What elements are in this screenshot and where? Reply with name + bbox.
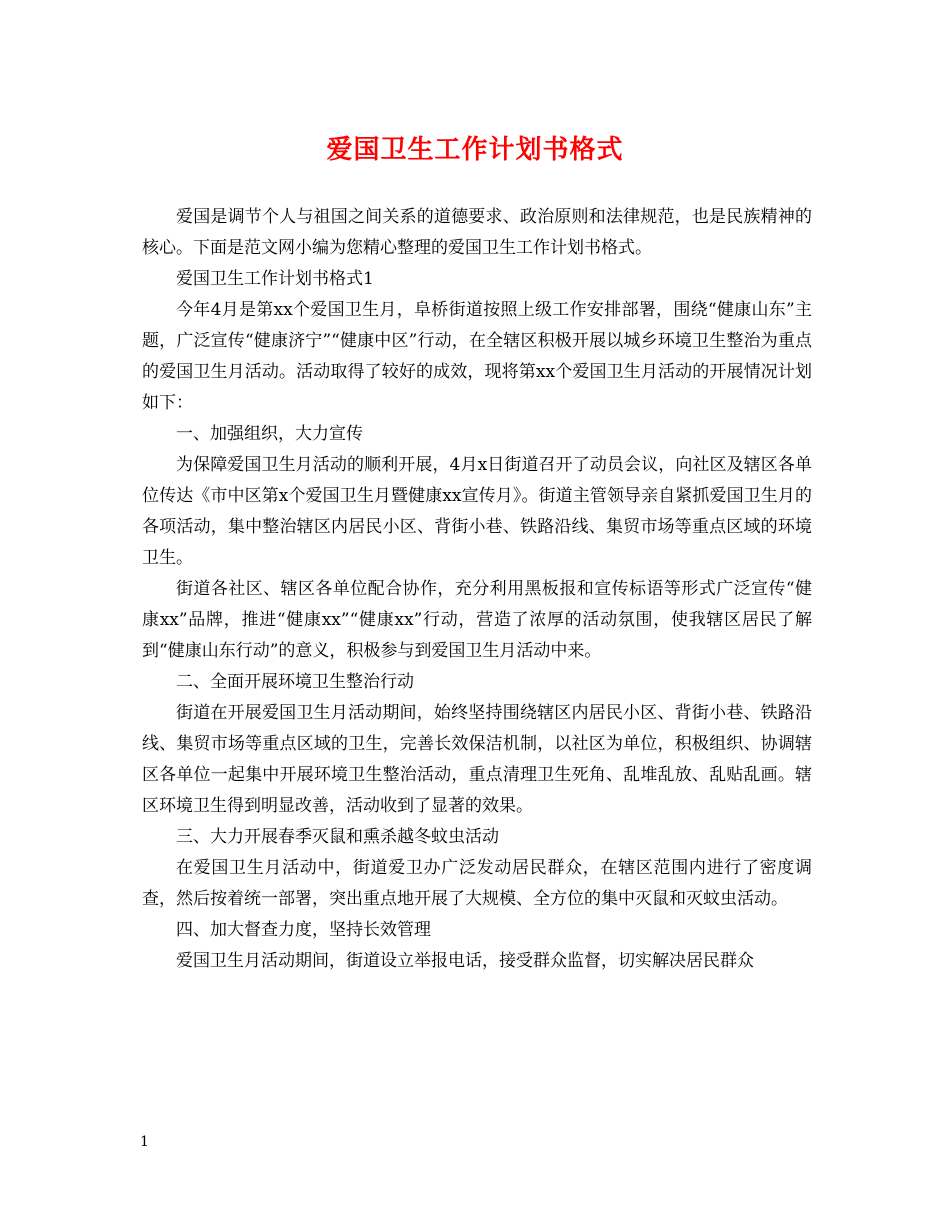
section-1-paragraph-1: 为保障爱国卫生月活动的顺利开展，4月x日街道召开了动员会议，向社区及辖区各单位传达《市中区第x个爱国卫生月暨健康xx宣传月》。街道主管领导亲自紧抓爱国卫生月的各项活动，集中整治辖区内居民小区、背街小巷、铁路沿线、集贸市场等重点区域的环境卫生。 <box>142 455 812 568</box>
document-title: 爱国卫生工作计划书格式 <box>326 135 624 165</box>
document-body <box>142 202 812 977</box>
section-heading-3: 三、大力开展春季灭鼠和熏杀越冬蚊虫活动 <box>176 827 499 847</box>
section-heading-plan-1: 爱国卫生工作计划书格式1 <box>176 269 374 289</box>
section-heading-1: 一、加强组织，大力宣传 <box>176 424 363 444</box>
overview-paragraph: 今年4月是第xx个爱国卫生月，阜桥街道按照上级工作安排部署，围绕“健康山东”主题，广泛宣传“健康济宁”“健康中区”行动，在全辖区积极开展以城乡环境卫生整治为重点的爱国卫生月活动。活动取得了较好的成效，现将第xx个爱国卫生月活动的开展情况计划如下： <box>142 300 812 413</box>
page-number: 1 <box>140 1134 149 1150</box>
section-1-paragraph-2: 街道各社区、辖区各单位配合协作，充分利用黑板报和宣传标语等形式广泛宣传“健康xx”品牌，推进“健康xx”“健康xx”行动，营造了浓厚的活动氛围，使我辖区居民了解到“健康山东行动”的意义，积极参与到爱国卫生月活动中来。 <box>142 579 812 661</box>
section-heading-4: 四、加大督查力度，坚持长效管理 <box>176 920 431 940</box>
section-4-paragraph: 爱国卫生月活动期间，街道设立举报电话，接受群众监督，切实解决居民群众 <box>176 951 754 971</box>
section-3-paragraph: 在爱国卫生月活动中，街道爱卫办广泛发动居民群众，在辖区范围内进行了密度调查，然后按着统一部署，突出重点地开展了大规模、全方位的集中灭鼠和灭蚊虫活动。 <box>142 858 812 909</box>
section-2-paragraph: 街道在开展爱国卫生月活动期间，始终坚持围绕辖区内居民小区、背街小巷、铁路沿线、集贸市场等重点区域的卫生，完善长效保洁机制，以社区为单位，积极组织、协调辖区各单位一起集中开展环境卫生整治活动，重点清理卫生死角、乱堆乱放、乱贴乱画。辖区环境卫生得到明显改善，活动收到了显著的效果。 <box>142 703 812 816</box>
intro-paragraph: 爱国是调节个人与祖国之间关系的道德要求、政治原则和法律规范，也是民族精神的核心。下面是范文网小编为您精心整理的爱国卫生工作计划书格式。 <box>142 207 812 258</box>
section-heading-2: 二、全面开展环境卫生整治行动 <box>176 672 414 692</box>
